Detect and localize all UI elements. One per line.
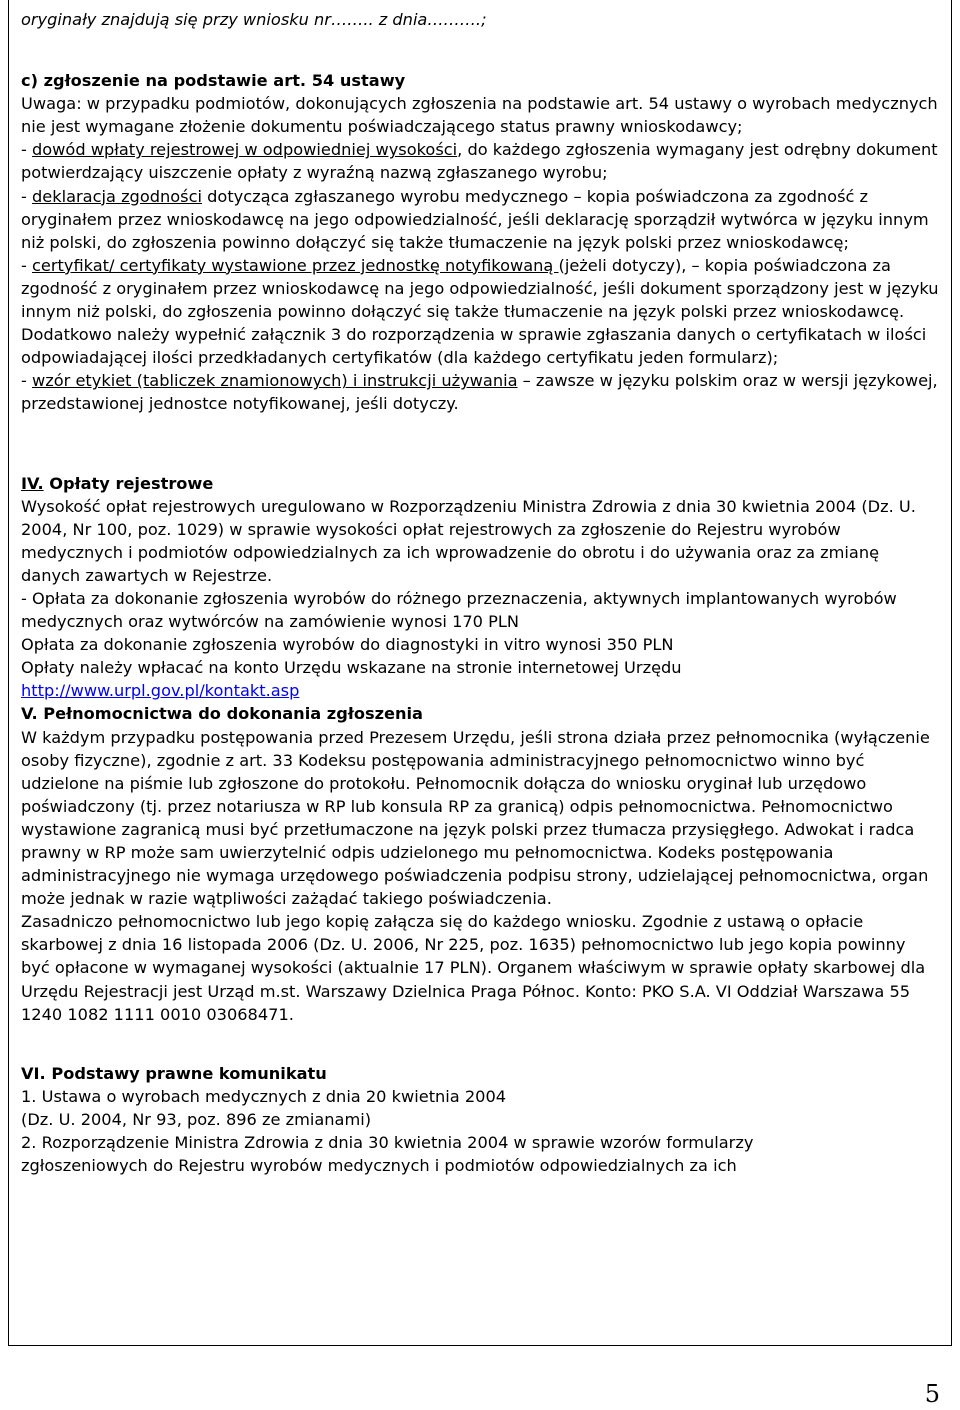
section-c-title: c) zgłoszenie na podstawie art. 54 ustawy [21, 71, 406, 91]
urpl-contact-link[interactable]: http://www.urpl.gov.pl/kontakt.asp [21, 681, 300, 701]
item-2-text: dotycząca zgłaszanego wyrobu medycznego – kopia poświadczona za zgodność z oryginałem przez wnioskodawcę na jego odpowiedzialność, jeśli deklarację sporządził wytwórca w języku innym niż polski, do zgłoszenia powinno dołączyć się także tłumaczenie na język polski przez wnioskodawcę; [21, 186, 929, 252]
section-v-title: V. Pełnomocnictwa do dokonania zgłoszenia [21, 704, 423, 724]
section-vi-item-1b: (Dz. U. 2004, Nr 93, poz. 896 ze zmianami) [21, 1109, 372, 1129]
section-iv-heading: Opłaty rejestrowe [43, 473, 214, 493]
section-iv-link-line [21, 679, 939, 702]
section-iv-number: IV. [21, 473, 44, 493]
item-4-underlined: wzór etykiet (tabliczek znamionowych) i instrukcji używania [32, 371, 518, 391]
section-vi-item-2a: 2. Rozporządzenie Ministra Zdrowia z dnia 30 kwietnia 2004 w sprawie wzorów formularzy [21, 1133, 754, 1153]
item-4-text: – zawsze w języku polskim oraz w wersji językowej, przedstawionej jednostce notyfikowanej, jeśli dotyczy. [21, 371, 938, 414]
page-border-frame [8, 0, 952, 1346]
section-iv-title [21, 472, 939, 495]
section-iv-paragraph-2: - Opłata za dokonanie zgłoszenia wyrobów do różnego przeznaczenia, aktywnych implantowanych wyrobów medycznych oraz wytwórców na zamówienie wynosi 170 PLN [21, 588, 897, 632]
section-v-paragraph-1: W każdym przypadku postępowania przed Prezesem Urzędu, jeśli strona działa przez pełnomocnika (wyłączenie osoby fizyczne), zgodnie z art. 33 Kodeksu postępowania administracyjnego pełnomocnictwo winno być udzielone na piśmie lub zgłoszone do protokołu. Pełnomocnik dołącza do wniosku oryginał lub urzędowo poświadczony (tj. przez notariusza w RP lub konsula RP za granicą) odpis pełnomocnictwa. Pełnomocnictwo wystawione zagranicą musi być przetłumaczone na język polski przez tłumacza przysięgłego. Adwokat i radca prawny w RP może sam uwierzytelnić odpis udzielonego mu pełnomocnictwa. Kodeks postępowania administracyjnego nie wymaga urzędowego poświadczenia podpisu strony, udzielającej pełnomocnictwa, organ może jednak w razie wątpliwości zażądać takiego poświadczenia. [21, 727, 930, 909]
section-iv-paragraph-1: Wysokość opłat rejestrowych uregulowano w Rozporządzeniu Ministra Zdrowia z dnia 30 kwietnia 2004 (Dz. U. 2004, Nr 100, poz. 1029) w sprawie wysokości opłat rejestrowych za zgłoszenie do Rejestru wyrobów medycznych i podmiotów odpowiedzialnych za ich wprowadzenie do obrotu i do używania oraz za zmianę danych zawartych w Rejestrze. [21, 496, 916, 585]
section-iv-paragraph-3: Opłata za dokonanie zgłoszenia wyrobów do diagnostyki in vitro wynosi 350 PLN [21, 635, 674, 655]
header-line: oryginały znajdują się przy wniosku nr…….. z dnia……….; [21, 10, 487, 29]
spacer [21, 416, 939, 472]
item-2-underlined: deklaracja zgodności [32, 186, 203, 206]
spacer [21, 31, 939, 69]
item-3-text: (jeżeli dotyczy), – kopia poświadczona za zgodność z oryginałem przez wnioskodawcę na jego odpowiedzialność, jeśli dokument sporządzony jest w języku innym niż polski, do zgłoszenia powinno dołączyć się także tłumaczenie na język polski przez wnioskodawcę. Dodatkowo należy wypełnić załącznik 3 do rozporządzenia w sprawie zgłaszania danych o certyfikatach w ilości odpowiadającej ilości przedkładanych certyfikatów (dla każdego certyfikatu jeden formularz); [21, 255, 939, 368]
item-3-underlined: certyfikat/ certyfikaty wystawione przez jednostkę notyfikowaną [32, 255, 559, 275]
section-c-note: Uwaga: w przypadku podmiotów, dokonujących zgłoszenia na podstawie art. 54 ustawy o wyrobach medycznych nie jest wymagane złożenie dokumentu poświadczającego status prawny wnioskodawcy; [21, 94, 938, 137]
section-c-item-1: - dowód wpłaty rejestrowej w odpowiedniej wysokości, do każdego zgłoszenia wymagany jest odrębny dokument potwierdzający uiszczenie opłaty z wyraźną nazwą zgłaszanego wyrobu; [21, 140, 938, 183]
section-iv-paragraph-4: Opłaty należy wpłacać na konto Urzędu wskazane na stronie internetowej Urzędu [21, 658, 682, 678]
item-1-text: , do każdego zgłoszenia wymagany jest odrębny dokument potwierdzający uiszczenie opłaty z wyraźną nazwą zgłaszanego wyrobu; [21, 140, 938, 183]
section-c-item-3: - certyfikat/ certyfikaty wystawione przez jednostkę notyfikowaną (jeżeli dotyczy), – kopia poświadczona za zgodność z oryginałem przez wnioskodawcę na jego odpowiedzialność, jeśli dokument sporządzony jest w języku innym niż polski, do zgłoszenia powinno dołączyć się także tłumaczenie na język polski przez wnioskodawcę. Dodatkowo należy wypełnić załącznik 3 do rozporządzenia w sprawie zgłaszania danych o certyfikatach w ilości odpowiadającej ilości przedkładanych certyfikatów (dla każdego certyfikatu jeden formularz); [21, 255, 939, 368]
item-1-underlined: dowód wpłaty rejestrowej w odpowiedniej wysokości [32, 140, 458, 160]
section-vi-item-1a: 1. Ustawa o wyrobach medycznych z dnia 20 kwietnia 2004 [21, 1086, 507, 1106]
spacer [21, 1026, 939, 1062]
page-number: 5 [924, 1380, 940, 1408]
section-vi-item-2b: zgłoszeniowych do Rejestru wyrobów medycznych i podmiotów odpowiedzialnych za ich [21, 1156, 737, 1176]
section-c-item-2: - deklaracja zgodności dotycząca zgłaszanego wyrobu medycznego – kopia poświadczona za zgodność z oryginałem przez wnioskodawcę na jego odpowiedzialność, jeśli deklarację sporządził wytwórca w języku innym niż polski, do zgłoszenia powinno dołączyć się także tłumaczenie na język polski przez wnioskodawcę; [21, 186, 929, 252]
section-c-item-4: - wzór etykiet (tabliczek znamionowych) i instrukcji używania – zawsze w języku polskim oraz w wersji językowej, przedstawionej jednostce notyfikowanej, jeśli dotyczy. [21, 371, 938, 414]
section-v-paragraph-2: Zasadniczo pełnomocnictwo lub jego kopię załącza się do każdego wniosku. Zgodnie z ustawą o opłacie skarbowej z dnia 16 listopada 2006 (Dz. U. 2006, Nr 225, poz. 1635) pełnomocnictwo lub jego kopia powinny być opłacone w wymaganej wysokości (aktualnie 17 PLN). Organem właściwym w sprawie opłaty skarbowej dla Urzędu Rejestracji jest Urząd m.st. Warszawy Dzielnica Praga Północ. Konto: PKO S.A. VI Oddział Warszawa 55 1240 1082 1111 0010 03068471. [21, 912, 926, 1024]
section-vi-title: VI. Podstawy prawne komunikatu [21, 1063, 327, 1083]
document-body [21, 0, 939, 1177]
